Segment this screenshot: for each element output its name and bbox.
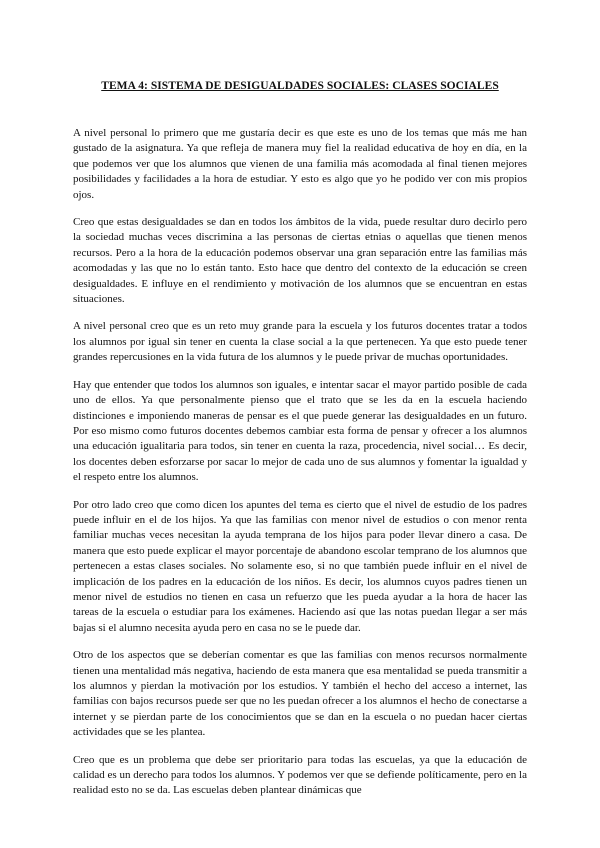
document-title: TEMA 4: SISTEMA DE DESIGUALDADES SOCIALES: CLASES SOCIALES: [101, 80, 499, 92]
paragraph-4: Hay que entender que todos los alumnos son iguales, e intentar sacar el mayor partido posible de cada uno de ellos. Ya que personalmente pienso que el trato que se les da en la escuela haciendo distinciones e imponiendo maneras de pensar es el que puede generar las desigualdades en un futuro. Por eso mismo como futuros docentes debemos cambiar esta forma de pensar y ofrecer a los alumnos una educación igualitaria para todos, sin tener en cuenta la raza, procedencia, nivel social… Es decir, los docentes deben esforzarse por sacar lo mejor de cada uno de sus alumnos y fomentar la igualdad y el respeto entre los alumnos.: [73, 378, 527, 484]
paragraph-5: Por otro lado creo que como dicen los apuntes del tema es cierto que el nivel de estudio de los padres puede influir en el de los hijos. Ya que las familias con menor nivel de estudios o con menor renta familiar muchas veces necesitan la ayuda temprana de los hijos para poder llevar dinero a casa. De manera que esto puede explicar el mayor porcentaje de abandono escolar temprano de los alumnos que pertenecen a estas clases sociales. No solamente eso, si no que también puede influir en el nivel de implicación de los padres en la educación de los niños. Es decir, los alumnos cuyos padres tienen un menor nivel de estudios no tienen en casa un refuerzo que les pueda ayudar a la hora de hacer las tareas de la escuela o estudiar para los exámenes. Haciendo así que las notas puedan llegar a ser más bajas si el alumno necesita ayuda pero en casa no se le puede dar.: [73, 498, 527, 634]
paragraph-3: A nivel personal creo que es un reto muy grande para la escuela y los futuros docentes tratar a todos los alumnos por igual sin tener en cuenta la clase social a la que pertenecen. Ya que esto puede tener grandes repercusiones en la vida futura de los alumnos y le puede privar de muchas oportunidades.: [73, 320, 527, 364]
paragraph-2: Creo que estas desigualdades se dan en todos los ámbitos de la vida, puede resultar duro decirlo pero la sociedad muchas veces discrimina a las personas de ciertas etnias o aquellas que tienen menos recursos. Pero a la hora de la educación podemos observar una gran separación entre las familias más acomodadas y las que no lo están tanto. Esto hace que dentro del contexto de la educación se creen desigualdades. E influye en el rendimiento y motivación de los alumnos que se encuentran en estas situaciones.: [73, 216, 527, 306]
paragraph-6: Otro de los aspectos que se deberían comentar es que las familias con menos recursos normalmente tienen una mentalidad más negativa, haciendo de esta manera que esa mentalidad se pueda transmitir a los alumnos y pierdan la motivación por los estudios. Y también el hecho del acceso a internet, las familias con bajos recursos puede ser que no les puedan ofrecer a los alumnos el hecho de conectarse a internet y se pierdan parte de los conocimientos que se dan en la escuela o no puedan hacer ciertas actividades que se les plantea.: [73, 649, 527, 739]
document-page: [73, 80, 527, 811]
paragraph-7: Creo que es un problema que debe ser prioritario para todas las escuelas, ya que la educación de calidad es un derecho para todos los alumnos. Y podemos ver que se defiende políticamente, pero en la realidad esto no se da. Las escuelas deben plantear dinámicas que: [73, 753, 527, 797]
paragraph-1: A nivel personal lo primero que me gustaría decir es que este es uno de los temas que más me han gustado de la asignatura. Ya que refleja de manera muy fiel la realidad educativa de hoy en día, en la que podemos ver que los alumnos que vienen de una familia más acomodada al final tienen mejores posibilidades y facilidades a la hora de estudiar. Y esto es algo que yo he podido ver con mis propios ojos.: [73, 127, 527, 201]
